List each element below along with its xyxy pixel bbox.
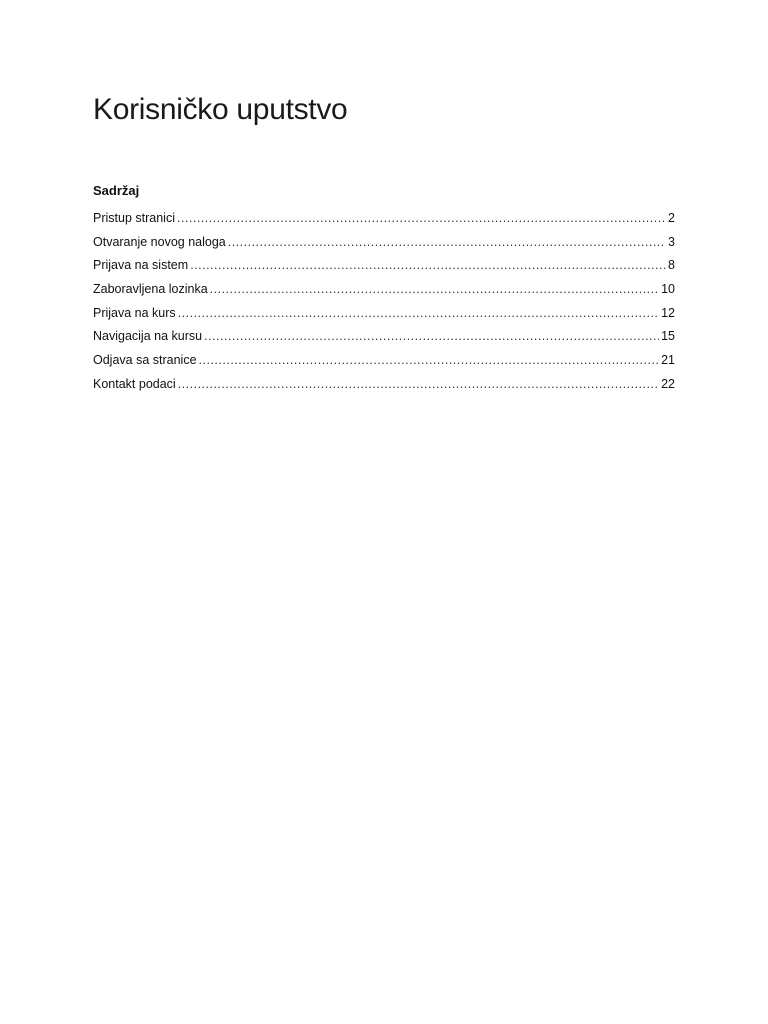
toc-heading: Sadržaj: [93, 183, 140, 198]
toc-entry-navigacija-na-kursu[interactable]: [93, 328, 675, 352]
document-title: Korisničko uputstvo: [93, 93, 348, 126]
toc-entry-pristup-stranici[interactable]: [93, 210, 675, 234]
toc-page-number: 15: [661, 329, 675, 344]
toc-dot-leader: [178, 376, 659, 392]
toc-entry-label: Navigacija na kursu: [93, 329, 203, 344]
toc-page-number: 21: [661, 353, 675, 368]
toc-entry-odjava-sa-stranice[interactable]: [93, 352, 675, 376]
toc-page-number: 2: [668, 211, 675, 225]
toc-entry-label: Otvaranje novog naloga: [93, 234, 226, 249]
toc-entry-prijava-na-kurs[interactable]: [93, 305, 675, 329]
toc-entry-label: Prijava na kurs: [93, 305, 176, 320]
toc-page-number: 8: [668, 258, 675, 273]
toc-entry-prijava-na-sistem[interactable]: [93, 257, 675, 281]
toc-entry-label: Pristup stranici: [93, 211, 175, 225]
toc-dot-leader: [177, 210, 666, 226]
toc-dot-leader: [190, 257, 666, 273]
toc-dot-leader: [204, 328, 659, 344]
toc-entry-label: Prijava na sistem: [93, 258, 189, 273]
toc-page-number: 3: [668, 234, 675, 249]
toc-dot-leader: [210, 281, 659, 297]
toc-entry-otvaranje-novog-naloga[interactable]: [93, 234, 675, 258]
toc-dot-leader: [228, 234, 666, 250]
toc-entry-zaboravljena-lozinka[interactable]: [93, 281, 675, 305]
toc-page-number: 12: [661, 305, 675, 320]
toc-entry-label: Odjava sa stranice: [93, 353, 197, 368]
toc-entry-label: Kontakt podaci: [93, 376, 176, 391]
toc-entry-kontakt-podaci[interactable]: [93, 376, 675, 400]
toc-page-number: 22: [661, 376, 675, 391]
toc-page-number: 10: [661, 282, 675, 297]
toc-dot-leader: [199, 352, 660, 368]
table-of-contents: [93, 210, 675, 400]
toc-dot-leader: [178, 305, 659, 321]
toc-entry-label: Zaboravljena lozinka: [93, 282, 208, 297]
